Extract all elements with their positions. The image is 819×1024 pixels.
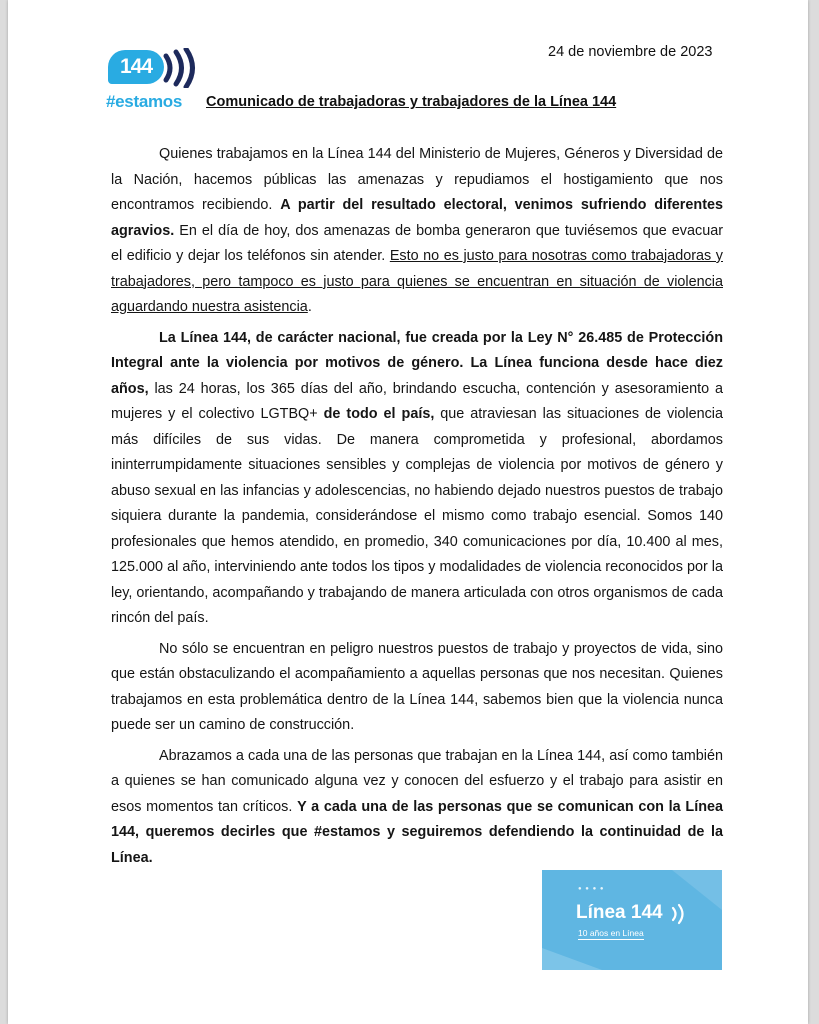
body-paragraph — [111, 142, 723, 321]
logo-tagline: #estamos — [106, 92, 183, 111]
sound-waves-icon — [670, 902, 690, 926]
paragraph-text: . — [307, 299, 312, 315]
paragraph-text: Quienes trabajamos en la Línea 144 del Ministerio de Mujeres, Géneros y Diversidad de la Nación, hacemos públicas las amenazas y repudiamos el hostigamiento que nos encontramos recibiendo. — [111, 146, 723, 213]
paragraph-text: No sólo se encuentran en peligro nuestros puestos de trabajo y proyectos de vida, sino que están obstaculizando el acompañamiento a aquellas personas que nos necesitan. Quienes trabajamos en esta problemática dentro de la Línea 144, sabemos bien que la violencia nunca puede ser un camino de construcción. — [111, 640, 723, 733]
logo-number: 144 — [108, 50, 164, 84]
paragraph-text: En el día de hoy, dos amenazas de bomba generaron que tuviésemos que evacuar el edificio y dejar los teléfonos sin atender. — [111, 222, 723, 264]
paragraph-text: Abrazamos a cada una de las personas que trabajan en la Línea 144, así como también a quienes se han comunicado alguna vez y conocen del esfuerzo y el trabajo para asistir en esos momentos tan críticos. — [111, 747, 723, 815]
bold-text: Y a cada una de las personas que se comunican con la Línea 144, queremos decirles que #estamos y seguiremos defendiendo la continuidad de la Línea. — [111, 798, 723, 866]
bold-text: A partir del resultado electoral, venimos sufriendo diferentes agravios. — [111, 197, 723, 239]
body-paragraph — [111, 637, 723, 739]
document-page — [8, 0, 808, 1024]
badge-dots-icon: ● ● ● ● — [578, 886, 605, 892]
body-paragraph — [111, 326, 723, 632]
document-title: Comunicado de trabajadoras y trabajadores de la Línea 144 — [206, 94, 617, 110]
badge-subtitle: 10 años en Línea — [578, 928, 644, 938]
bold-text: de todo el país, — [323, 406, 435, 422]
bold-text: La Línea 144, de carácter nacional, fue creada por la Ley N° 26.485 de Protección Integral ante la violencia por motivos de género. La Línea funciona desde hace diez años, — [111, 329, 723, 397]
linea-144-logo — [100, 44, 200, 116]
paragraph-text: que atraviesan las situaciones de violencia más difíciles de sus vidas. De manera comprometida y profesional, abordamos ininterrumpidamente situaciones sensibles y complejas de violencia por motivos de género y abuso sexual en las infancias y adolescencias, no habiendo dejado nuestros puestos de trabajo siquiera durante la pandemia, considerándose el mismo como trabajo esencial. Somos 140 profesionales que hemos atendido, en promedio, 340 comunicaciones por día, 10.400 al mes, 125.000 al año, interviniendo ante todos los tipos y modalidades de violencia reconocidos por la ley, orientando, acompañando y trabajando de manera articulada con otros organismos de cada rincón del país. — [111, 406, 723, 626]
sound-waves-icon — [160, 48, 196, 88]
paragraph-text: las 24 horas, los 365 días del año, brindando escucha, contención y asesoramiento a mujeres y el colectivo LGTBQ+ — [111, 380, 723, 422]
badge-name: Línea 144 — [576, 902, 663, 923]
document-date: 24 de noviembre de 2023 — [548, 44, 713, 60]
anniversary-badge — [542, 870, 722, 970]
body-paragraph — [111, 744, 723, 872]
underlined-text: Esto no es justo para nosotras como trabajadoras y trabajadores, pero tampoco es justo para quienes se encuentran en situación de violencia aguardando nuestra asistencia — [111, 248, 723, 315]
document-body — [111, 142, 723, 876]
